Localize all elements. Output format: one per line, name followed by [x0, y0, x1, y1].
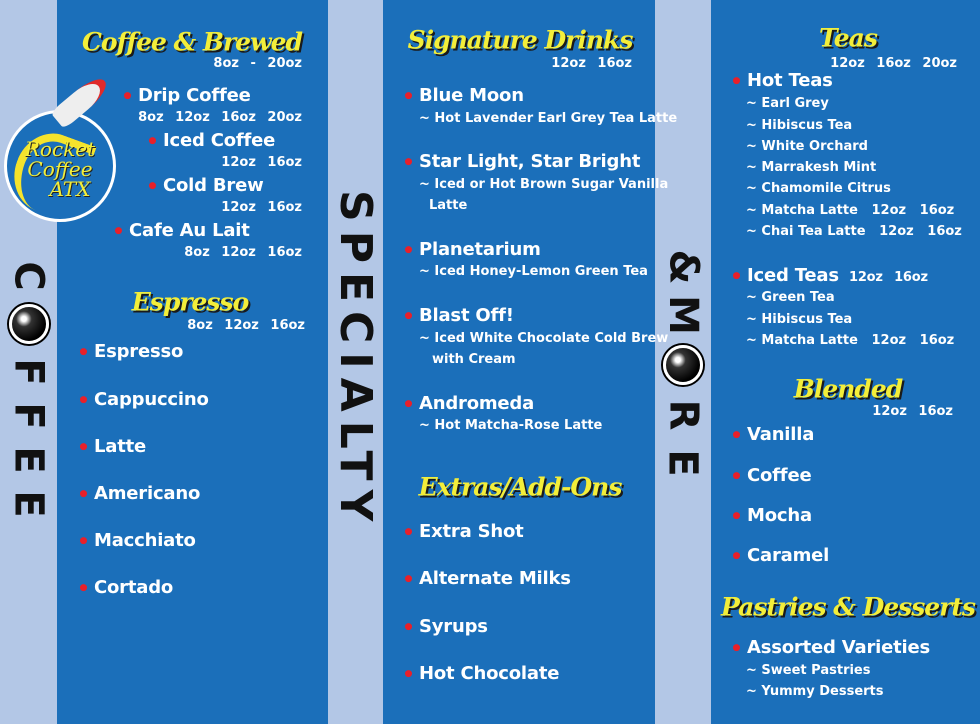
menu-item: Drip Coffee	[138, 85, 251, 107]
letter: E	[5, 446, 52, 474]
section-title: Coffee & Brewed	[82, 27, 302, 57]
item-description: Latte	[429, 197, 468, 213]
item-description: with Cream	[432, 351, 516, 367]
menu-item: Assorted Varieties	[747, 637, 931, 659]
specialty-vertical-label: SPECIALTY	[330, 189, 381, 531]
size-range: 8oz - 20oz	[213, 55, 302, 71]
item-sizes: 8oz 12oz 16oz	[187, 317, 305, 333]
letter: C	[5, 261, 52, 291]
coffee-strip	[0, 0, 57, 724]
tea-option: ~ Earl Grey	[746, 95, 829, 111]
menu-item: Iced Teas 12oz 16oz	[747, 265, 928, 287]
menu-item: Macchiato	[94, 530, 196, 552]
rocket-coffee-logo: Rocket Coffee ATX	[4, 110, 116, 222]
section-title: Extras/Add-Ons	[418, 472, 622, 502]
item-sizes: 12oz 16oz	[221, 154, 302, 170]
tea-option: ~ Chamomile Citrus	[746, 180, 891, 196]
menu-item: Americano	[94, 483, 201, 505]
menu-item: Blast Off!	[419, 305, 514, 327]
section-title: Espresso	[131, 287, 249, 317]
tea-option: ~ Green Tea	[746, 289, 835, 305]
item-sizes: 12oz 16oz	[872, 403, 953, 419]
letter: E	[5, 490, 52, 518]
menu-item: Iced Coffee	[163, 130, 276, 152]
item-sizes: 12oz 16oz	[551, 55, 632, 71]
tea-option: ~ Matcha Latte 12oz 16oz	[746, 202, 955, 218]
item-sizes: 12oz 16oz 20oz	[830, 55, 957, 71]
menu-item: Cold Brew	[163, 175, 264, 197]
menu-item: Planetarium	[419, 239, 541, 261]
item-description: ~ Hot Lavender Earl Grey Tea Latte	[419, 110, 678, 126]
letter: F	[5, 402, 52, 430]
tea-option: ~ Chai Tea Latte 12oz 16oz	[746, 223, 962, 239]
coffee-bean-icon	[9, 304, 49, 344]
menu-item: Cappuccino	[94, 389, 209, 411]
menu-item: Mocha	[747, 505, 812, 527]
menu-item: Caramel	[747, 545, 830, 567]
menu-item: Cafe Au Lait	[129, 220, 250, 242]
item-description: ~ Iced White Chocolate Cold Brew	[419, 330, 669, 346]
menu-item: Coffee	[747, 465, 812, 487]
menu-item: Latte	[94, 436, 147, 458]
more-strip	[655, 0, 711, 724]
item-sizes: 8oz 12oz 16oz	[184, 244, 302, 260]
menu-item: Star Light, Star Bright	[419, 151, 641, 173]
menu-item: Blue Moon	[419, 85, 524, 107]
letter: &	[659, 249, 706, 285]
coffee-vertical-label	[0, 250, 57, 530]
menu-item: Hot Teas	[747, 70, 833, 92]
letter: F	[5, 358, 52, 386]
tea-option: ~ Hibiscus Tea	[746, 311, 853, 327]
letter: E	[659, 449, 706, 477]
menu-item: Andromeda	[419, 393, 535, 415]
item-description: ~ Iced or Hot Brown Sugar Vanilla	[419, 176, 669, 192]
section-title: Blended	[793, 374, 903, 404]
menu-item: Vanilla	[747, 424, 815, 446]
more-vertical-label	[655, 220, 711, 510]
tea-option: ~ Matcha Latte 12oz 16oz	[746, 332, 955, 348]
coffee-bean-icon	[663, 345, 703, 385]
specialty-strip	[328, 0, 383, 724]
item-sizes: 8oz 12oz 16oz 20oz	[138, 109, 302, 125]
menu-item: Syrups	[419, 616, 488, 638]
menu-item: Extra Shot	[419, 521, 524, 543]
item-description: ~ Yummy Desserts	[746, 683, 884, 699]
letter: M	[660, 295, 706, 335]
menu-item: Cortado	[94, 577, 174, 599]
menu-item: Espresso	[94, 341, 184, 363]
section-title: Teas	[819, 23, 877, 53]
letter: R	[660, 399, 706, 431]
item-sizes: 12oz 16oz	[221, 199, 302, 215]
section-title: Signature Drinks	[407, 25, 633, 55]
tea-option: ~ Hibiscus Tea	[746, 117, 853, 133]
menu-item: Hot Chocolate	[419, 663, 560, 685]
item-description: ~ Iced Honey-Lemon Green Tea	[419, 263, 648, 279]
menu-item: Alternate Milks	[419, 568, 571, 590]
tea-option: ~ Marrakesh Mint	[746, 159, 877, 175]
tea-option: ~ White Orchard	[746, 138, 868, 154]
section-title: Pastries & Desserts	[720, 592, 976, 622]
item-description: ~ Hot Matcha-Rose Latte	[419, 417, 603, 433]
item-description: ~ Sweet Pastries	[746, 662, 871, 678]
